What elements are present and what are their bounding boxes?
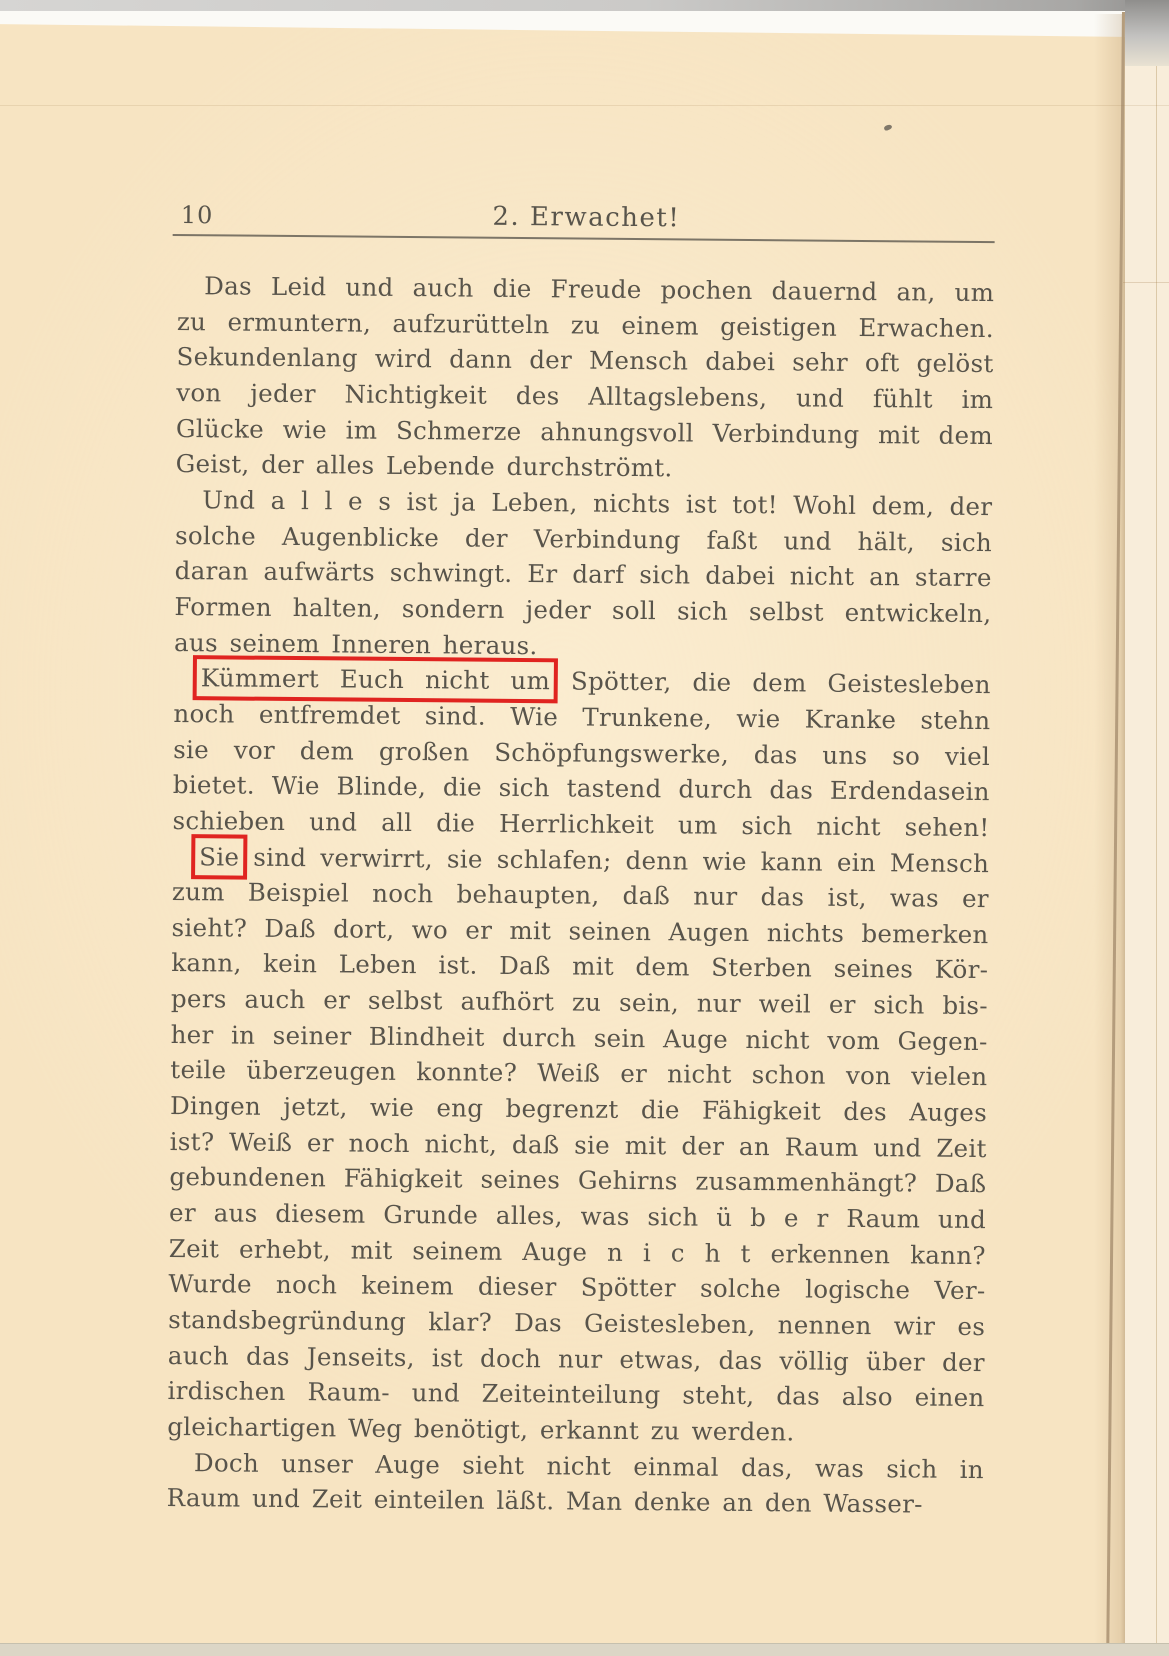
text-line: solche Augenblicke der Verbindung faßt und hält, sich — [174, 520, 993, 557]
next-page-edge — [1125, 0, 1169, 1656]
text-line: sieht? Daß dort, wo er mit seinen Augen nichts bemerken — [171, 912, 989, 949]
paper-crease — [1123, 282, 1169, 283]
text-line: Formen halten, sondern jeder soll sich selbst entwickeln, — [174, 591, 992, 629]
text-line: Sie sind verwirrt, sie schlafen; denn wie kann ein Mensch — [199, 841, 990, 878]
printed-page-content — [166, 196, 995, 1533]
text-line: Dingen jetzt, wie eng begrenzt die Fähigkeit des Auges — [169, 1091, 988, 1128]
text-line: Wurde noch keinem dieser Spötter solche logische Ver- — [168, 1269, 986, 1306]
text-line: Und a l l e s ist ja Leben, nichts ist tot! Wohl dem, der — [202, 485, 993, 522]
running-header: 2. Erwachet! — [492, 201, 681, 234]
text-line: daran aufwärts schwingt. Er darf sich dabei nicht an starre — [174, 556, 992, 593]
text-line: pers auch er selbst aufhört zu sein, nur weil er sich bis- — [170, 984, 989, 1021]
text-line: Glücke wie im Schmerze ahnungsvoll Verbindung mit dem — [175, 413, 994, 450]
text-line: zu ermuntern, aufzurütteln zu einem geistigen Erwachen. — [176, 306, 995, 343]
text-line: schieben und all die Herrlichkeit um sich nicht sehen! — [172, 805, 990, 842]
body-text — [166, 268, 994, 1523]
text-line: zum Beispiel noch behaupten, daß nur das ist, was er — [171, 877, 990, 914]
text-line: noch entfremdet sind. Wie Trunkene, wie Kranke stehn — [173, 698, 991, 735]
text-line: sie vor dem großen Schöpfungswerke, das uns so viel — [173, 734, 991, 771]
next-page-edge-crease — [1156, 66, 1157, 1656]
ink-speck — [883, 124, 892, 132]
text-line: er aus diesem Grunde alles, was sich ü b e r Raum und — [169, 1198, 987, 1235]
text-line: Kümmert Euch nicht um Spötter, die dem Geistesleben — [200, 663, 991, 700]
text-line: von jeder Nichtigkeit des Alltagslebens, und fühlt im — [176, 377, 994, 415]
text-line: Doch unser Auge sieht nicht einmal das, was sich in — [193, 1447, 985, 1484]
scanner-bottom-strip — [0, 1643, 1169, 1656]
text-line: Sekundenlang wird dann der Mensch dabei sehr oft gelöst — [176, 342, 994, 379]
text-line: bietet. Wie Blinde, die sich tastend durch das Erdendasein — [172, 770, 990, 807]
highlight-box: Sie — [199, 841, 240, 872]
text-line: Geist, der alles Lebende durchströmt. — [175, 449, 673, 483]
text-line: auch das Jenseits, ist doch nur etwas, das völlig über der — [167, 1340, 985, 1377]
scanner-edge-strip — [0, 0, 1169, 11]
text-line: teile überzeugen konnte? Weiß er nicht schon von vielen — [170, 1055, 988, 1092]
text-line: gebundenen Fähigkeit seines Gehirns zusammenhängt? Daß — [169, 1162, 987, 1199]
text-line: aus seinem Inneren heraus. — [173, 627, 538, 660]
text-line: ist? Weiß er noch nicht, daß sie mit der an Raum und Zeit — [169, 1126, 987, 1163]
next-page-edge-top — [1125, 0, 1169, 66]
paper-crease — [0, 105, 1169, 106]
text-line: kann, kein Leben ist. Daß mit dem Sterben seines Kör- — [171, 948, 989, 985]
text-line: Zeit erhebt, mit seinem Auge n i c h t erkennen kann? — [168, 1233, 986, 1270]
text-line: Das Leid und auch die Freude pochen dauernd an, um — [204, 271, 995, 308]
text-line: irdischen Raum- und Zeiteinteilung steht, das also einen — [167, 1376, 985, 1413]
page-number: 10 — [180, 201, 214, 230]
text-line: standsbegründung klar? Das Geistesleben, nennen wir es — [168, 1304, 986, 1342]
highlight-box: Kümmert Euch nicht um — [200, 663, 551, 696]
text-line: Raum und Zeit einteilen läßt. Man denke an den Wasser- — [166, 1483, 923, 1519]
text-line: her in seiner Blindheit durch sein Auge nicht vom Gegen- — [170, 1019, 988, 1056]
text-line: gleichartigen Weg benötigt, erkannt zu werden. — [167, 1411, 795, 1447]
